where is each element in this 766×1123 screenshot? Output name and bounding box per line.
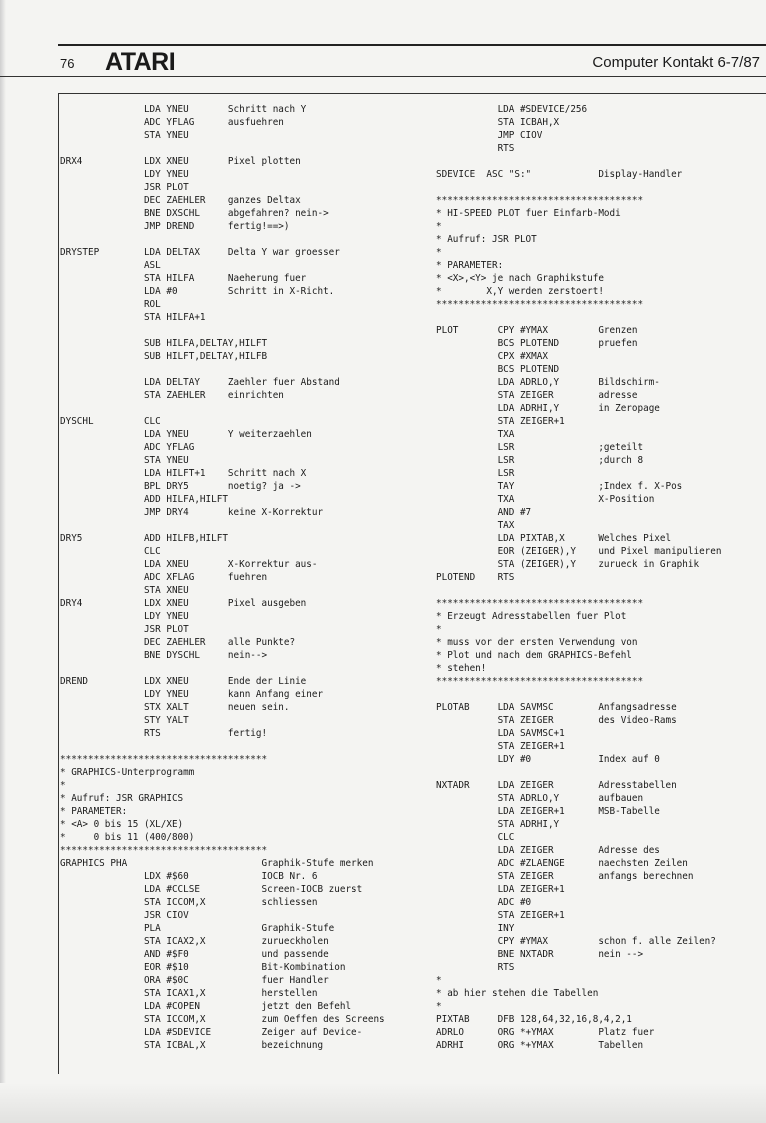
code-line: NXTADR LDA ZEIGER Adresstabellen [436,780,677,791]
code-line: STA YNEU [60,455,189,466]
code-line: STA ZEIGER adresse [436,390,638,401]
code-line: ************************************* [436,676,644,687]
code-line: * <A> 0 bis 15 (XL/XE) [60,819,184,830]
code-line: TXA X-Position [436,494,655,505]
magazine-title: Computer Kontakt 6-7/87 [592,54,760,71]
code-line: ADC YFLAG ausfuehren [60,117,284,128]
page-bottom-shade [0,1083,766,1123]
code-line: STA YNEU [60,130,189,141]
code-line: * HI-SPEED PLOT fuer Einfarb-Modi [436,208,621,219]
code-line: LDY YNEU [60,611,189,622]
code-line: AND #$F0 und passende [60,949,329,960]
code-line: ORA #$0C fuer Handler [60,975,329,986]
code-line: * [436,247,442,258]
code-line [436,181,766,194]
code-line: PLA Graphik-Stufe [60,923,335,934]
code-line: JSR CIOV [60,910,189,921]
code-line: BCS PLOTEND pruefen [436,338,638,349]
header-underline [0,76,766,77]
code-line: LDX #$60 IOCB Nr. 6 [60,871,318,882]
code-line: * 0 bis 11 (400/800) [60,832,195,843]
atari-logo: ATARI [105,48,176,76]
code-line: STA ICAX2,X zurueckholen [60,936,329,947]
code-line: RTS [436,962,515,973]
code-line: * [436,975,442,986]
code-line [60,519,425,532]
code-line: LDA #CCLSE Screen-IOCB zuerst [60,884,363,895]
code-line: STA ICAX1,X herstellen [60,988,318,999]
code-line: ADRLO ORG *+YMAX Platz fuer [436,1027,655,1038]
code-line [60,324,425,337]
code-line: AND #7 [436,507,532,518]
code-line [436,688,766,701]
code-line: LSR ;geteilt [436,442,644,453]
code-line: STA ZAEHLER einrichten [60,390,284,401]
code-line: STA ICBAL,X bezeichnung [60,1040,324,1051]
code-line: LDY #0 Index auf 0 [436,754,660,765]
header-rule [58,44,766,46]
code-line: * GRAPHICS-Unterprogramm [60,767,195,778]
code-line: STA ZEIGER+1 [436,741,565,752]
code-line: CLC [436,832,515,843]
code-line: PLOTEND RTS [436,572,515,583]
code-line: DRY5 ADD HILFB,HILFT [60,533,228,544]
code-line: STA ICCOM,X zum Oeffen des Screens [60,1014,385,1025]
code-line: BPL DRY5 noetig? ja -> [60,481,301,492]
code-line: SDEVICE ASC "S:" Display-Handler [436,169,683,180]
code-line [60,363,425,376]
code-line: ************************************* [60,845,268,856]
code-line: CPY #YMAX schon f. alle Zeilen? [436,936,716,947]
code-line: STA ZEIGER des Video-Rams [436,715,677,726]
code-line: ROL [60,299,161,310]
code-line: * Aufruf: JSR GRAPHICS [60,793,184,804]
code-line: LDA XNEU X-Korrektur aus- [60,559,318,570]
code-line: LSR [436,468,515,479]
code-line: DEC ZAEHLER ganzes Deltax [60,195,301,206]
listing-column-right [436,103,766,1052]
code-line [436,766,766,779]
code-line: * PARAMETER: [436,260,504,271]
code-line: * Erzeugt Adresstabellen fuer Plot [436,611,627,622]
code-line: BNE NXTADR nein --> [436,949,644,960]
code-line: LDA DELTAY Zaehler fuer Abstand [60,377,340,388]
code-line: BNE DYSCHL nein--> [60,650,268,661]
code-line: STA ZEIGER+1 [436,910,565,921]
code-line [436,584,766,597]
page-number: 76 [60,56,75,71]
code-line: TAY ;Index f. X-Pos [436,481,683,492]
code-line: LDA SAVMSC+1 [436,728,565,739]
code-line: STA (ZEIGER),Y zurueck in Graphik [436,559,700,570]
code-line: RTS [436,143,515,154]
code-line: PIXTAB DFB 128,64,32,16,8,4,2,1 [436,1014,632,1025]
code-line: STA ICBAH,X [436,117,560,128]
code-line: * Plot und nach dem GRAPHICS-Befehl [436,650,632,661]
code-line: LDA YNEU Schritt nach Y [60,104,307,115]
code-line [436,311,766,324]
code-line: LDA ZEIGER Adresse des [436,845,660,856]
code-line: PLOTAB LDA SAVMSC Anfangsadresse [436,702,677,713]
code-line: DREND LDX XNEU Ende der Linie [60,676,307,687]
code-line: BNE DXSCHL abgefahren? nein-> [60,208,329,219]
code-line: RTS fertig! [60,728,268,739]
code-line: BCS PLOTEND [436,364,560,375]
code-line: TAX [436,520,515,531]
code-line: ADC #0 [436,897,532,908]
code-line: * ab hier stehen die Tabellen [436,988,599,999]
code-line: SUB HILFT,DELTAY,HILFB [60,351,268,362]
code-line: LDA #SDEVICE/256 [436,104,588,115]
code-line: ADC XFLAG fuehren [60,572,268,583]
code-line [60,402,425,415]
code-line: * stehen! [436,663,487,674]
code-line: ************************************* [436,195,644,206]
code-line: * muss vor der ersten Verwendung von [436,637,638,648]
code-line: LDA ZEIGER+1 [436,884,565,895]
code-line: JMP CIOV [436,130,543,141]
code-line: * [436,1001,442,1012]
code-line: STA ZEIGER+1 [436,416,565,427]
code-line: ADC #ZLAENGE naechsten Zeilen [436,858,688,869]
code-line [60,233,425,246]
code-line: JSR PLOT [60,624,189,635]
code-line: ASL [60,260,161,271]
code-line: LDA PIXTAB,X Welches Pixel [436,533,672,544]
code-line: LDA ZEIGER+1 MSB-Tabelle [436,806,660,817]
code-line: JMP DREND fertig!==>) [60,221,290,232]
code-line: DRY4 LDX XNEU Pixel ausgeben [60,598,307,609]
code-line: JMP DRY4 keine X-Korrektur [60,507,324,518]
code-line: TXA [436,429,515,440]
code-line: CLC [60,546,161,557]
page-edge-shadow [0,0,6,1123]
code-line: SUB HILFA,DELTAY,HILFT [60,338,268,349]
code-line: STA HILFA+1 [60,312,206,323]
code-line: STA ICCOM,X schliessen [60,897,318,908]
code-line: STX XALT neuen sein. [60,702,290,713]
code-line: ************************************* [60,754,268,765]
code-line [60,142,425,155]
code-line: DYSCHL CLC [60,416,161,427]
code-line: ADC YFLAG [60,442,195,453]
code-line [60,662,425,675]
code-line: DRX4 LDX XNEU Pixel plotten [60,156,301,167]
code-line: * [436,624,442,635]
code-line: LDA HILFT+1 Schritt nach X [60,468,307,479]
code-line: GRAPHICS PHA Graphik-Stufe merken [60,858,374,869]
code-line: JSR PLOT [60,182,189,193]
code-line: * Aufruf: JSR PLOT [436,234,537,245]
code-line: * <X>,<Y> je nach Graphikstufe [436,273,604,284]
code-line [436,155,766,168]
code-line: EOR (ZEIGER),Y und Pixel manipulieren [436,546,722,557]
code-line: LDA YNEU Y weiterzaehlen [60,429,312,440]
code-line: LDA ADRHI,Y in Zeropage [436,403,660,414]
code-line: ADD HILFA,HILFT [60,494,228,505]
code-line: LDA #COPEN jetzt den Befehl [60,1001,352,1012]
code-line: STA XNEU [60,585,189,596]
code-line: LDY YNEU [60,169,189,180]
code-line: * PARAMETER: [60,806,128,817]
code-line: LDA #SDEVICE Zeiger auf Device- [60,1027,363,1038]
code-line: PLOT CPY #YMAX Grenzen [436,325,638,336]
code-line: STA ADRHI,Y [436,819,560,830]
code-line: STA ADRLO,Y aufbauen [436,793,644,804]
code-line: LDA #0 Schritt in X-Richt. [60,286,335,297]
code-line [60,740,425,753]
code-line: ************************************* [436,299,644,310]
code-line: LSR ;durch 8 [436,455,644,466]
code-line: ************************************* [436,598,644,609]
code-line: LDA ADRLO,Y Bildschirm- [436,377,660,388]
code-line: STA HILFA Naeherung fuer [60,273,307,284]
listing-column-left [60,103,425,1052]
code-line: * [436,221,442,232]
code-line: * X,Y werden zerstoert! [436,286,604,297]
code-line: DEC ZAEHLER alle Punkte? [60,637,296,648]
code-line: LDY YNEU kann Anfang einer [60,689,324,700]
code-line: STY YALT [60,715,189,726]
code-line: EOR #$10 Bit-Kombination [60,962,346,973]
code-line: CPX #XMAX [436,351,548,362]
code-line: INY [436,923,515,934]
code-line: STA ZEIGER anfangs berechnen [436,871,694,882]
code-line: DRYSTEP LDA DELTAX Delta Y war groesser [60,247,340,258]
code-line: * [60,780,66,791]
code-line: ADRHI ORG *+YMAX Tabellen [436,1040,644,1051]
